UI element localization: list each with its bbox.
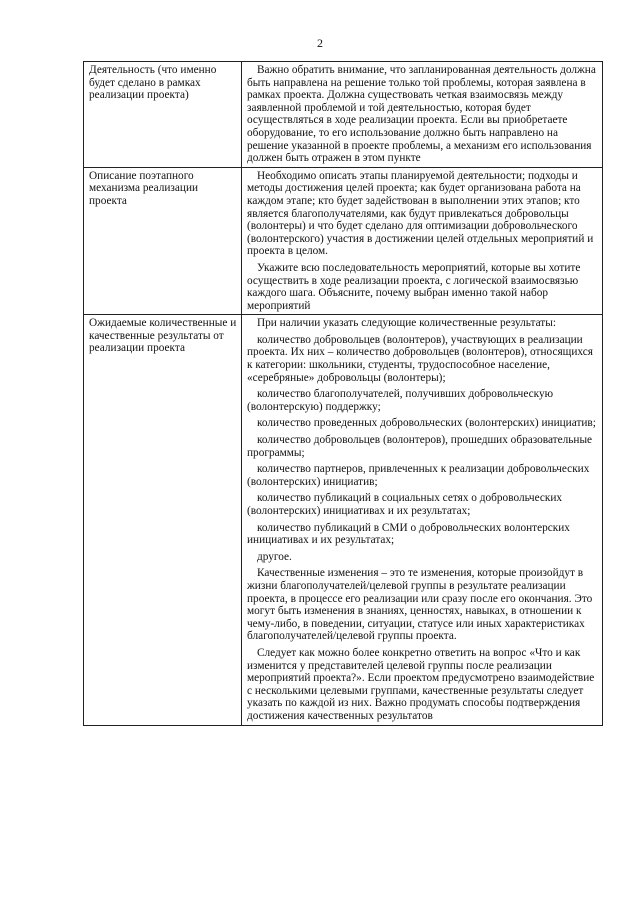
paragraph: Укажите всю последовательность мероприятий, которые вы хотите осуществить в ходе реализации проекта, с логической взаимосвязью каждого шага. Объясните, почему выбран именно такой набор мероприятий xyxy=(247,261,581,312)
row-content-results xyxy=(242,315,603,725)
paragraph: Важно обратить внимание, что запланированная деятельность должна быть направлена на решение только той проблемы, которая заявлена в рамках проекта. Должна существовать четкая взаимосвязь между заявленной проблемой и той деятельностью, которая будет осуществляться в ходе реализации проекта. Если вы приобретаете оборудование, то его использование должно быть направлено на решение указанной в проекте проблемы, а механизм его использования должен быть отражен в этом пункте xyxy=(247,64,596,165)
row-content-activity xyxy=(242,62,603,168)
row-label-activity: Деятельность (что именно будет сделано в рамках реализации проекта) xyxy=(84,62,242,168)
list-item: количество проведенных добровольческих (волонтерских) инициатив; xyxy=(257,417,596,430)
list-item: количество публикаций в социальных сетях о добровольческих (волонтерских) инициативах и их результатах; xyxy=(247,492,563,517)
paragraph: Необходимо описать этапы планируемой деятельности; подходы и методы достижения целей проекта; как будет организована работа на каждом этапе; кто будет задействован в выполнении этих этапов; кто является благополучателями, как будут привлекаться добровольцы (волонтеры) и что будет сделано для оптимизации добровольческого (волонтерского) участия в достижении целей отдельных мероприятий и проекта в целом. xyxy=(247,169,594,258)
list-item: другое. xyxy=(257,550,292,563)
paragraph: При наличии указать следующие количественные результаты: xyxy=(257,317,556,330)
table-row xyxy=(84,315,603,725)
list-item: количество благополучателей, получивших добровольческую (волонтерскую) поддержку; xyxy=(247,388,554,413)
row-content-mechanism xyxy=(242,167,603,315)
list-item: количество добровольцев (волонтеров), участвующих в реализации проекта. Их них – количество добровольцев (волонтеров), относящихся к категории: школьники, студенты, трудоспособное население, «серебряные» добровольцы (волонтеры); xyxy=(247,333,593,384)
paragraph: Качественные изменения – это те изменения, которые произойдут в жизни благополучателей/целевой группы в результате реализации проекта, в процессе его реализации или сразу после его окончания. Это могут быть изменения в знаниях, ценностях, навыках, в отношении к чему-либо, в поведении, ситуации, статусе или иных характеристиках благополучателей/целевой группы проекта. xyxy=(247,567,593,643)
page-number: 2 xyxy=(317,36,323,50)
list-item: количество добровольцев (волонтеров), прошедших образовательные программы; xyxy=(247,434,593,459)
paragraph: Следует как можно более конкретно ответить на вопрос «Что и как изменится у представителей целевой группы после реализации мероприятий проекта?». Если проектом предусмотрено взаимодействие с несколькими целевыми группами, качественные результаты следует указать по каждой из них. Важно продумать способы подтверждения достижения качественных результатов xyxy=(247,646,595,722)
row-label-results: Ожидаемые количественные и качественные результаты от реализации проекта xyxy=(84,315,242,725)
table-row xyxy=(84,62,603,168)
list-item: количество партнеров, привлеченных к реализации добровольческих (волонтерских) инициатив; xyxy=(247,463,590,488)
row-label-mechanism: Описание поэтапного механизма реализации проекта xyxy=(84,167,242,315)
requirements-table xyxy=(83,61,603,726)
list-item: количество публикаций в СМИ о добровольческих волонтерских инициативах и их результатах; xyxy=(247,521,570,547)
table-row xyxy=(84,167,603,315)
